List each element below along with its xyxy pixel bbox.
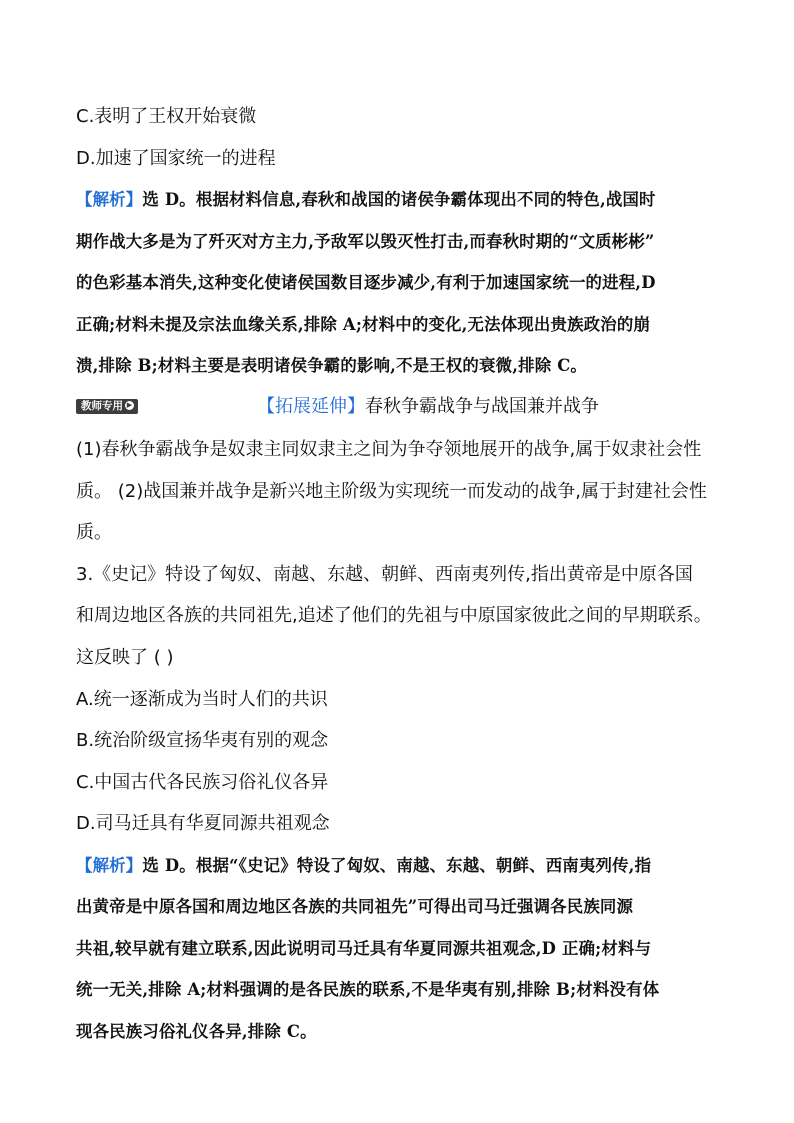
extension-line: (1)春秋争霸战争是奴隶主同奴隶主之间为争夺领地展开的战争,属于奴隶社会性 [76,439,702,460]
q3-option-d: D.司马迁具有华夏同源共祖观念 [76,813,330,834]
extension-tag: 【拓展延伸】 [257,396,365,417]
analysis-line: 出黄帝是中原各国和周边地区各族的共同祖先”可得出司马迁强调各民族同源 [76,897,634,916]
teacher-only-badge [76,399,138,414]
analysis-line: 的色彩基本消失,这种变化使诸侯国数目逐步减少,有利于加速国家统一的进程,D [76,273,656,292]
teacher-only-label: 教师专用 [81,400,123,412]
extension-line: 质。 (2)战国兼并战争是新兴地主阶级为实现统一而发动的战争,属于封建社会性 [76,481,707,502]
q3-option-a: A.统一逐渐成为当时人们的共识 [76,689,328,710]
q2-option-d: D.加速了国家统一的进程 [76,148,276,169]
q3-option-b: B.统治阶级宣扬华夷有别的观念 [76,730,329,751]
analysis-tag: 【解析】 [76,856,143,875]
q2-option-c: C.表明了王权开始衰微 [76,106,257,127]
q3-stem-line: 这反映了 ( ) [76,647,174,668]
analysis-line: 期作战大多是为了歼灭对方主力,予敌军以毁灭性打击,而春秋时期的“文质彬彬” [76,232,655,251]
q3-stem-line: 和周边地区各族的共同祖先,追述了他们的先祖与中原国家彼此之间的早期联系。 [76,605,712,626]
analysis-line: 正确;材料未提及宗法血缘关系,排除 A;材料中的变化,无法体现出贵族政治的崩 [76,315,651,334]
q3-stem-line: 3.《史记》特设了匈奴、南越、东越、朝鲜、西南夷列传,指出黄帝是中原各国 [76,564,693,585]
extension-line: 质。 [76,522,112,543]
analysis-line: 选 D。根据材料信息,春秋和战国的诸侯争霸体现出不同的特色,战国时 [142,190,656,209]
q3-option-c: C.中国古代各民族习俗礼仪各异 [76,772,329,793]
analysis-tag: 【解析】 [76,190,143,209]
analysis-line: 共祖,较早就有建立联系,因此说明司马迁具有华夏同源共祖观念,D 正确;材料与 [76,939,652,958]
analysis-line: 现各民族习俗礼仪各异,排除 C。 [76,1022,317,1041]
extension-heading [257,395,599,419]
analysis-line: 选 D。根据“《史记》特设了匈奴、南越、东越、朝鲜、西南夷列传,指 [142,856,652,875]
extension-title: 春秋争霸战争与战国兼并战争 [365,396,599,417]
play-icon: ▶ [126,400,133,409]
analysis-line: 溃,排除 B;材料主要是表明诸侯争霸的影响,不是王权的衰微,排除 C。 [76,356,588,375]
analysis-line: 统一无关,排除 A;材料强调的是各民族的联系,不是华夷有别,排除 B;材料没有体 [76,980,660,999]
